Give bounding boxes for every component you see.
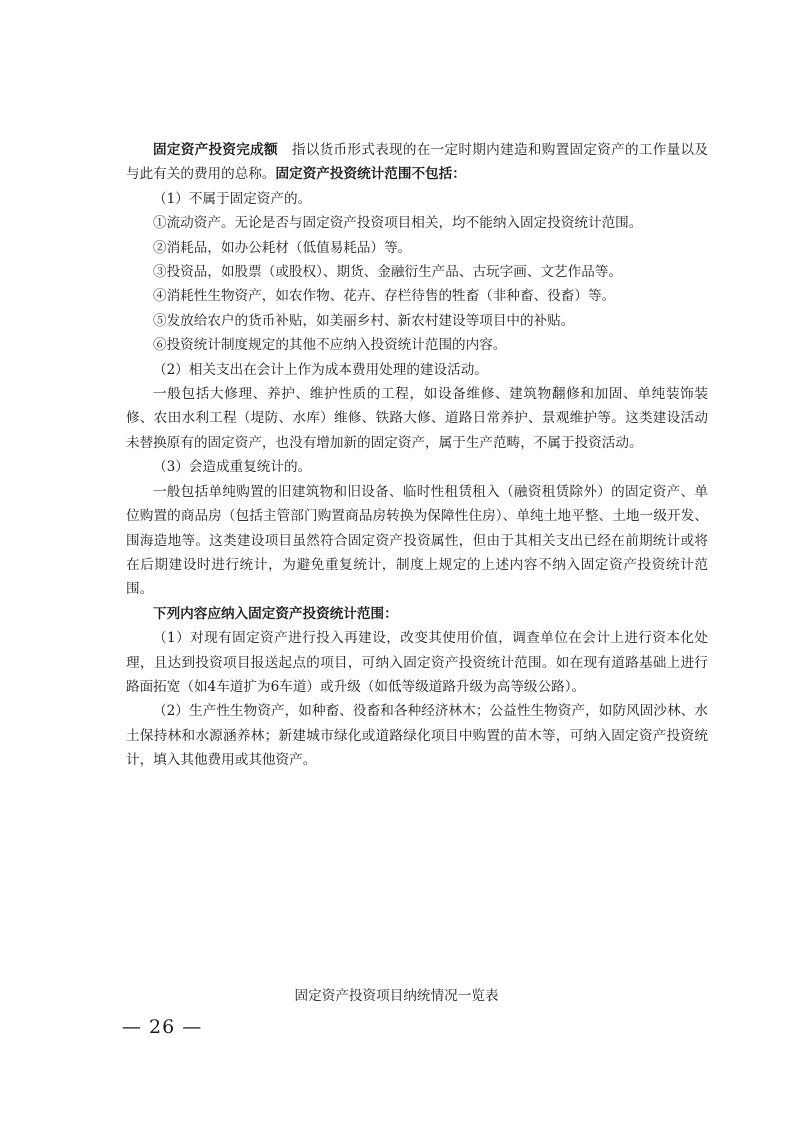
exclusion-item: （3）会造成重复统计的。 — [153, 459, 312, 476]
exclusion-item: ①流动资产。无论是否与固定资产投资项目相关，均不能纳入固定投资统计范围。 — [153, 215, 643, 232]
document-body — [126, 138, 708, 773]
exclusion-heading: 固定资产投资统计范围不包括： — [275, 166, 466, 183]
exclusion-item: ④消耗性生物资产，如农作物、花卉、存栏待售的牲畜（非种畜、役畜）等。 — [153, 288, 616, 305]
definition-paragraph — [126, 138, 708, 187]
inclusion-item: （2）生产性生物资产，如种畜、役畜和各种经济林木；公益性生物资产，如防风固沙林、水土保持林和水源涵养林；新建城市绿化或道路绿化项目中购置的苗木等，可纳入固定资产投资统计，填入其他费用或其他资产。 — [126, 703, 708, 769]
exclusion-item: ②消耗品，如办公耗材（低值易耗品）等。 — [153, 239, 412, 256]
exclusion-item: （2）相关支出在会计上作为成本费用处理的建设活动。 — [153, 361, 488, 378]
exclusion-item: ③投资品，如股票（或股权）、期货、金融衍生产品、古玩字画、文艺作品等。 — [153, 264, 622, 281]
exclusion-item: ⑤发放给农户的货币补贴，如美丽乡村、新农村建设等项目中的补贴。 — [153, 312, 575, 329]
exclusion-item: （1）不属于固定资产的。 — [153, 190, 312, 207]
term-heading: 固定资产投资完成额 — [153, 142, 278, 158]
definition-text: 指以货币形式表现的在一定时期内建造和购置固定资产的工作量以及与此有关的费用的总称。 — [126, 142, 709, 183]
exclusion-item: ⑥投资统计制度规定的其他不应纳入投资统计范围的内容。 — [153, 337, 507, 354]
inclusion-heading-paragraph — [126, 602, 708, 626]
inclusion-item: （1）对现有固定资产进行投入再建设，改变其使用价值，调查单位在会计上进行资本化处理，且达到投资项目报送起点的项目，可纳入固定资产投资统计范围。如在现有道路基础上进行路面拓宽（如4车道扩为6车道）或升级（如低等级道路升级为高等级公路）。 — [126, 630, 708, 695]
exclusion-paragraph: 一般包括单纯购置的旧建筑物和旧设备、临时性租赁租入（融资租赁除外）的固定资产、单位购置的商品房（包括主管部门购置商品房转换为保障性住房）、单纯土地平整、土地一级开发、围海造地等。这类建设项目虽然符合固定资产投资属性，但由于其相关支出已经在前期统计或将在后期建设时进行统计，为避免重复统计，制度上规定的上述内容不纳入固定资产投资统计范围。 — [126, 483, 708, 598]
page-number: — 26 — — [122, 1016, 203, 1038]
exclusion-paragraph: 一般包括大修理、养护、维护性质的工程，如设备维修、建筑物翻修和加固、单纯装饰装修、农田水利工程（堤防、水库）维修、铁路大修、道路日常养护、景观维护等。这类建设活动未替换原有的固定资产，也没有增加新的固定资产，属于生产范畴，不属于投资活动。 — [126, 386, 708, 451]
table-caption: 固定资产投资项目纳统情况一览表 — [294, 988, 499, 1004]
inclusion-heading: 下列内容应纳入固定资产投资统计范围： — [153, 605, 398, 622]
